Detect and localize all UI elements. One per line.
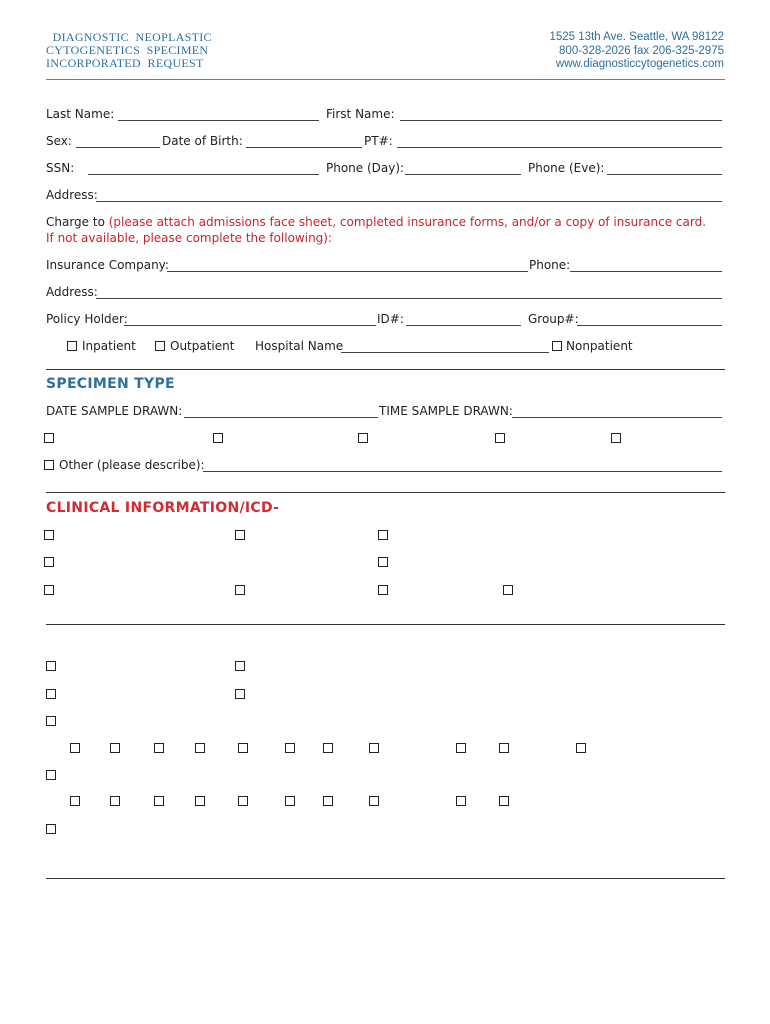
test-option-checkbox[interactable] [46,770,56,780]
hospital-name-field[interactable] [341,352,549,353]
header-address: 1525 13th Ave. Seattle, WA 98122 [549,31,724,43]
test-suboption-checkbox[interactable] [110,743,120,753]
header-title-line-2: CYTOGENETICS SPECIMEN [46,43,209,57]
phone-eve-field[interactable] [607,174,722,175]
test-suboption-checkbox[interactable] [369,743,379,753]
charge-to-note-line-2: If not available, please complete the following): [46,231,333,245]
section-divider-4 [46,878,725,879]
test-option-checkbox[interactable] [235,661,245,671]
specimen-type-title: SPECIMEN TYPE [46,376,175,392]
specimen-other-field[interactable] [203,471,722,472]
specimen-option-checkbox[interactable] [358,433,368,443]
outpatient-checkbox[interactable] [155,341,165,351]
phone-day-field[interactable] [405,174,521,175]
clinical-option-checkbox[interactable] [503,585,513,595]
dob-field[interactable] [246,147,362,148]
test-suboption-checkbox[interactable] [70,796,80,806]
last-name-label: Last Name: [46,107,115,121]
phone-day-label: Phone (Day): [326,161,405,175]
header-contact [549,31,724,72]
test-suboption-checkbox[interactable] [154,743,164,753]
ssn-field[interactable] [88,174,319,175]
pt-number-field[interactable] [397,147,722,148]
test-option-checkbox[interactable] [46,661,56,671]
clinical-option-checkbox[interactable] [44,557,54,567]
clinical-option-checkbox[interactable] [44,530,54,540]
dob-label: Date of Birth: [162,134,243,148]
specimen-other-checkbox[interactable] [44,460,54,470]
header-left-title [46,31,212,70]
id-number-label: ID#: [377,312,404,326]
specimen-option-checkbox[interactable] [495,433,505,443]
inpatient-checkbox[interactable] [67,341,77,351]
test-option-checkbox[interactable] [46,716,56,726]
insurance-phone-field[interactable] [570,271,722,272]
charge-to-label: Charge to [46,215,105,229]
policy-holder-label: Policy Holder: [46,312,128,326]
clinical-option-checkbox[interactable] [235,585,245,595]
first-name-label: First Name: [326,107,395,121]
insurance-phone-label: Phone: [529,258,571,272]
date-drawn-field[interactable] [184,417,378,418]
header-title-line-1: DIAGNOSTIC NEOPLASTIC [46,30,212,44]
specimen-other-label: Other (please describe): [59,458,205,472]
header-title-line-3: INCORPORATED REQUEST [46,56,204,70]
clinical-option-checkbox[interactable] [44,585,54,595]
last-name-field[interactable] [118,120,319,121]
section-divider-2 [46,492,725,493]
clinical-option-checkbox[interactable] [378,585,388,595]
test-suboption-checkbox[interactable] [576,743,586,753]
insurance-address-field[interactable] [96,298,722,299]
policy-holder-field[interactable] [124,325,376,326]
first-name-field[interactable] [400,120,722,121]
clinical-information-title: CLINICAL INFORMATION/ICD- [46,500,280,516]
test-option-checkbox[interactable] [235,689,245,699]
phone-eve-label: Phone (Eve): [528,161,605,175]
test-suboption-checkbox[interactable] [323,796,333,806]
test-suboption-checkbox[interactable] [499,743,509,753]
specimen-option-checkbox[interactable] [213,433,223,443]
test-option-checkbox[interactable] [46,689,56,699]
group-number-label: Group#: [528,312,579,326]
clinical-option-checkbox[interactable] [235,530,245,540]
patient-address-label: Address: [46,188,98,202]
test-suboption-checkbox[interactable] [285,796,295,806]
nonpatient-label: Nonpatient [566,339,633,353]
test-suboption-checkbox[interactable] [369,796,379,806]
header-divider [46,79,725,80]
insurance-company-field[interactable] [167,271,528,272]
test-suboption-checkbox[interactable] [238,796,248,806]
insurance-company-label: Insurance Company: [46,258,169,272]
test-suboption-checkbox[interactable] [285,743,295,753]
section-divider-3 [46,624,725,625]
test-suboption-checkbox[interactable] [323,743,333,753]
header-website[interactable]: www.diagnosticcytogenetics.com [555,58,724,70]
specimen-option-checkbox[interactable] [44,433,54,443]
time-drawn-label: TIME SAMPLE DRAWN: [379,404,513,418]
section-divider-1 [46,369,725,370]
insurance-address-label: Address: [46,285,98,299]
id-number-field[interactable] [406,325,521,326]
test-suboption-checkbox[interactable] [195,743,205,753]
test-suboption-checkbox[interactable] [70,743,80,753]
time-drawn-field[interactable] [512,417,722,418]
sex-label: Sex: [46,134,72,148]
charge-to-note: (please attach admissions face sheet, completed insurance forms, and/or a copy of insurance card. [108,215,707,229]
charge-to-line [46,215,706,229]
nonpatient-checkbox[interactable] [552,341,562,351]
test-suboption-checkbox[interactable] [499,796,509,806]
test-suboption-checkbox[interactable] [195,796,205,806]
sex-field[interactable] [76,147,160,148]
test-suboption-checkbox[interactable] [456,743,466,753]
specimen-option-checkbox[interactable] [611,433,621,443]
clinical-option-checkbox[interactable] [378,557,388,567]
test-suboption-checkbox[interactable] [154,796,164,806]
ssn-label: SSN: [46,161,75,175]
pt-number-label: PT#: [364,134,393,148]
clinical-option-checkbox[interactable] [378,530,388,540]
inpatient-label: Inpatient [82,339,136,353]
outpatient-label: Outpatient [170,339,235,353]
test-suboption-checkbox[interactable] [110,796,120,806]
test-option-checkbox[interactable] [46,824,56,834]
date-drawn-label: DATE SAMPLE DRAWN: [46,404,183,418]
test-suboption-checkbox[interactable] [238,743,248,753]
header-phone-fax: 800-328-2026 fax 206-325-2975 [559,44,724,57]
patient-address-field[interactable] [96,201,722,202]
test-suboption-checkbox[interactable] [456,796,466,806]
hospital-name-label: Hospital Name [255,339,344,353]
group-number-field[interactable] [577,325,722,326]
